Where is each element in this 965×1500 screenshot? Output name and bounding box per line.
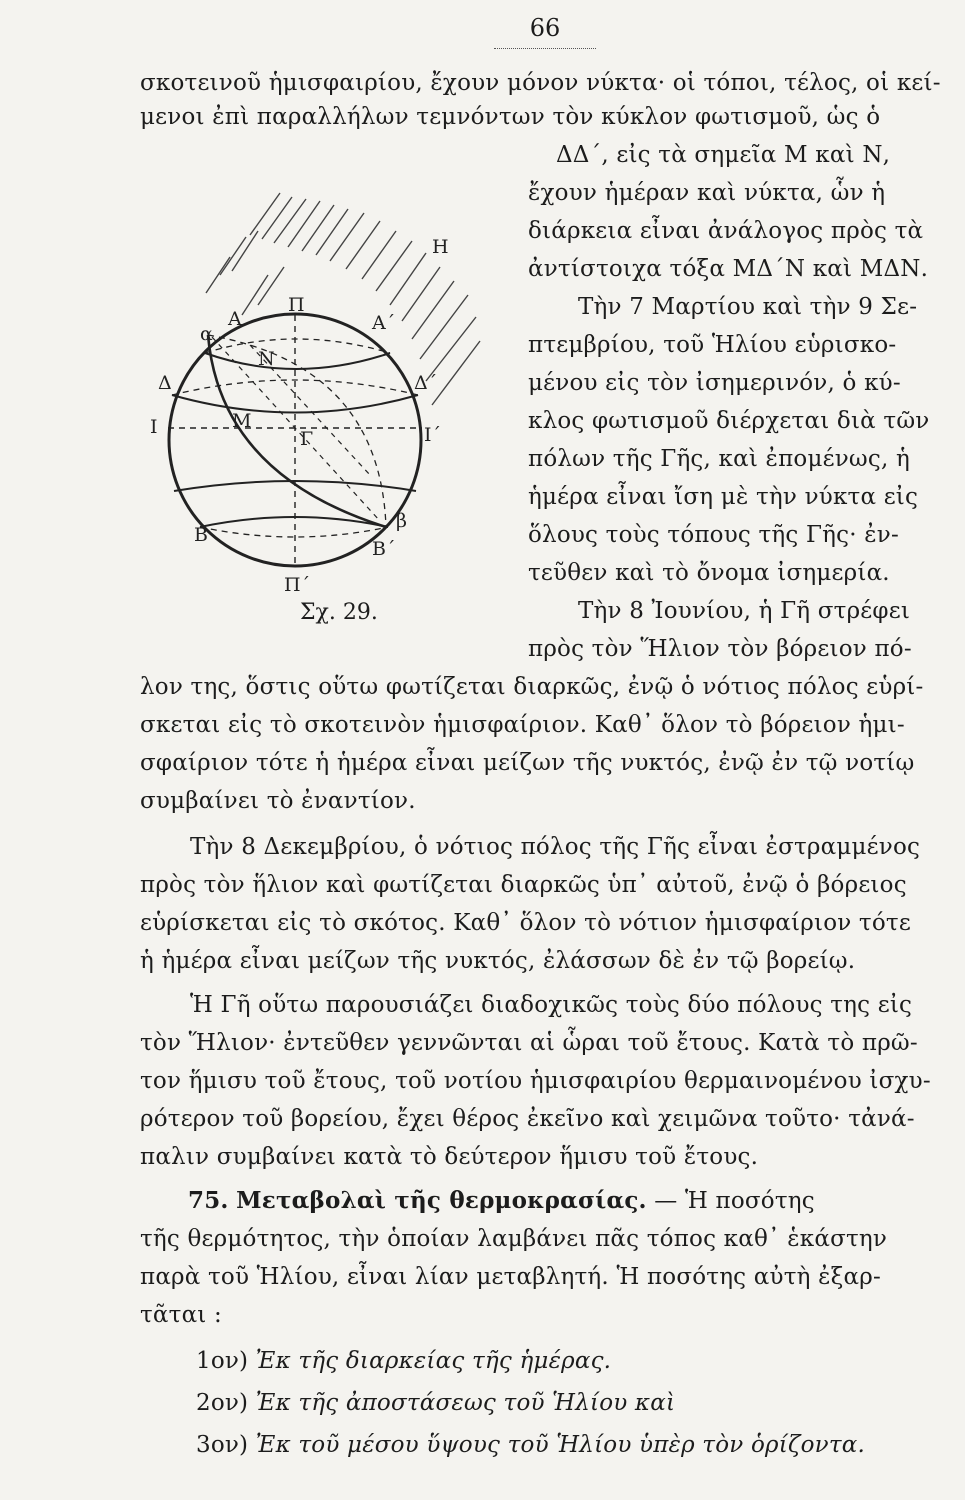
text-line: τεῦθεν καὶ τὸ ὄνομα ἰσημερία. xyxy=(528,560,890,586)
list-text: Ἐκ τῆς διαρκείας τῆς ἡμέρας. xyxy=(255,1348,612,1374)
label-I: Ι xyxy=(150,416,158,438)
text-line: ἔχουν ἡμέραν καὶ νύκτα, ὧν ἡ xyxy=(528,180,886,206)
text-line: ἡμέρα εἶναι ἴση μὲ τὴν νύκτα εἰς xyxy=(528,484,919,510)
figure-globe-diagram xyxy=(150,175,530,615)
text-line: ἡ ἡμέρα εἶναι μείζων τῆς νυκτός, ἐλάσσων δὲ ἐν τῷ βορείῳ. xyxy=(140,948,856,974)
label-B-prime: Β΄ xyxy=(372,538,396,560)
text-line: διάρκεια εἶναι ἀνάλογος πρὸς τὰ xyxy=(528,218,924,244)
page-number-rule xyxy=(494,48,596,49)
text-line: τὸν Ἥλιον· ἐντεῦθεν γεννῶνται αἱ ὧραι τοῦ ἔτους. Κατὰ τὸ πρῶ- xyxy=(140,1030,918,1056)
list-number: 3ον) xyxy=(196,1432,249,1458)
text-line: τᾶται : xyxy=(140,1302,222,1328)
section-heading-line xyxy=(188,1186,815,1216)
text-line: συμβαίνει τὸ ἐναντίον. xyxy=(140,788,416,814)
section-line: Ἡ ποσότης xyxy=(685,1188,815,1214)
label-B: Β xyxy=(194,524,208,546)
section-title: Μεταβολαὶ τῆς θερμοκρασίας. xyxy=(236,1187,647,1214)
text-line: κλος φωτισμοῦ διέρχεται διὰ τῶν xyxy=(528,408,930,434)
label-alpha: α xyxy=(200,323,213,345)
label-P: Π xyxy=(288,294,305,316)
list-text: Ἐκ τοῦ μέσου ὕψους τοῦ Ἡλίου ὑπὲρ τὸν ὁρίζοντα. xyxy=(255,1432,866,1458)
label-M: Μ xyxy=(232,410,252,432)
text-line: παλιν συμβαίνει κατὰ τὸ δεύτερον ἥμισυ τοῦ ἔτους. xyxy=(140,1144,759,1170)
figure-caption: Σχ. 29. xyxy=(300,600,378,625)
list-number: 2ον) xyxy=(196,1390,249,1416)
list-number: 1ον) xyxy=(196,1348,249,1374)
text-line: πρὸς τὸν Ἥλιον τὸν βόρειον πό- xyxy=(528,636,912,662)
text-line: ἀντίστοιχα τόξα ΜΔ΄Ν καὶ ΜΔΝ. xyxy=(528,256,929,282)
text-line: Τὴν 8 Ἰουνίου, ἡ Γῆ στρέφει xyxy=(578,598,911,624)
label-A: Α xyxy=(228,308,242,330)
text-line: σφαίριον τότε ἡ ἡμέρα εἶναι μείζων τῆς νυκτός, ἐνῷ ἐν τῷ νοτίῳ xyxy=(140,750,915,776)
list-item xyxy=(196,1430,865,1460)
label-H: Η xyxy=(432,236,449,258)
text-line: ΔΔ΄, εἰς τὰ σημεῖα Μ καὶ Ν, xyxy=(556,142,891,168)
label-D: Δ xyxy=(158,372,172,394)
section-number: 75. xyxy=(188,1187,229,1214)
label-G: Γ xyxy=(300,428,314,450)
section-dash: — xyxy=(654,1188,678,1214)
text-line: πόλων τῆς Γῆς, καὶ ἐπομένως, ἡ xyxy=(528,446,910,472)
text-line: σκοτεινοῦ ἡμισφαιρίου, ἔχουν μόνον νύκτα· οἱ τόποι, τέλος, οἱ κεί- xyxy=(140,70,941,96)
label-beta: β xyxy=(396,510,407,532)
list-item xyxy=(196,1346,611,1376)
label-P-prime: Π΄ xyxy=(284,574,311,596)
text-line: ρότερον τοῦ βορείου, ἔχει θέρος ἐκεῖνο καὶ χειμῶνα τοῦτο· τἀνά- xyxy=(140,1106,915,1132)
text-line: τῆς θερμότητος, τὴν ὁποίαν λαμβάνει πᾶς τόπος καθ᾽ ἑκάστην xyxy=(140,1226,888,1252)
text-line: λον της, ὅστις οὕτω φωτίζεται διαρκῶς, ἐνῷ ὁ νότιος πόλος εὑρί- xyxy=(140,674,924,700)
list-item xyxy=(196,1388,675,1418)
text-line: ὅλους τοὺς τόπους τῆς Γῆς· ἐν- xyxy=(528,522,899,548)
text-line: Τὴν 7 Μαρτίου καὶ τὴν 9 Σε- xyxy=(578,294,918,320)
label-I-prime: Ι΄ xyxy=(424,424,442,446)
text-line: Τὴν 8 Δεκεμβρίου, ὁ νότιος πόλος τῆς Γῆς εἶναι ἐστραμμένος xyxy=(190,834,921,860)
label-D-prime: Δ΄ xyxy=(414,372,438,394)
label-A-prime: Α΄ xyxy=(372,312,396,334)
sun-rays-hatching xyxy=(206,193,480,405)
text-line: τον ἥμισυ τοῦ ἔτους, τοῦ νοτίου ἡμισφαιρίου θερμαινομένου ἰσχυ- xyxy=(140,1068,931,1094)
label-N: Ν xyxy=(258,348,275,370)
text-line: πρὸς τὸν ἥλιον καὶ φωτίζεται διαρκῶς ὑπ᾽ αὐτοῦ, ἐνῷ ὁ βόρειος xyxy=(140,872,907,898)
list-text: Ἐκ τῆς ἀποστάσεως τοῦ Ἡλίου καὶ xyxy=(255,1390,676,1416)
text-line: εὑρίσκεται εἰς τὸ σκότος. Καθ᾽ ὅλον τὸ νότιον ἡμισφαίριον τότε xyxy=(140,910,911,936)
text-line: μενοι ἐπὶ παραλλήλων τεμνόντων τὸν κύκλον φωτισμοῦ, ὡς ὁ xyxy=(140,104,881,130)
text-line: μένου εἰς τὸν ἰσημερινόν, ὁ κύ- xyxy=(528,370,901,396)
text-line: πτεμβρίου, τοῦ Ἡλίου εὑρισκο- xyxy=(528,332,897,358)
text-line: σκεται εἰς τὸ σκοτεινὸν ἡμισφαίριον. Καθ᾽ ὅλον τὸ βόρειον ἡμι- xyxy=(140,712,905,738)
text-line: Ἡ Γῆ οὕτω παρουσιάζει διαδοχικῶς τοὺς δύο πόλους της εἰς xyxy=(190,992,913,1018)
page-number: 66 xyxy=(529,14,561,42)
text-line: παρὰ τοῦ Ἡλίου, εἶναι λίαν μεταβλητή. Ἡ ποσότης αὐτὴ ἐξαρ- xyxy=(140,1264,881,1290)
